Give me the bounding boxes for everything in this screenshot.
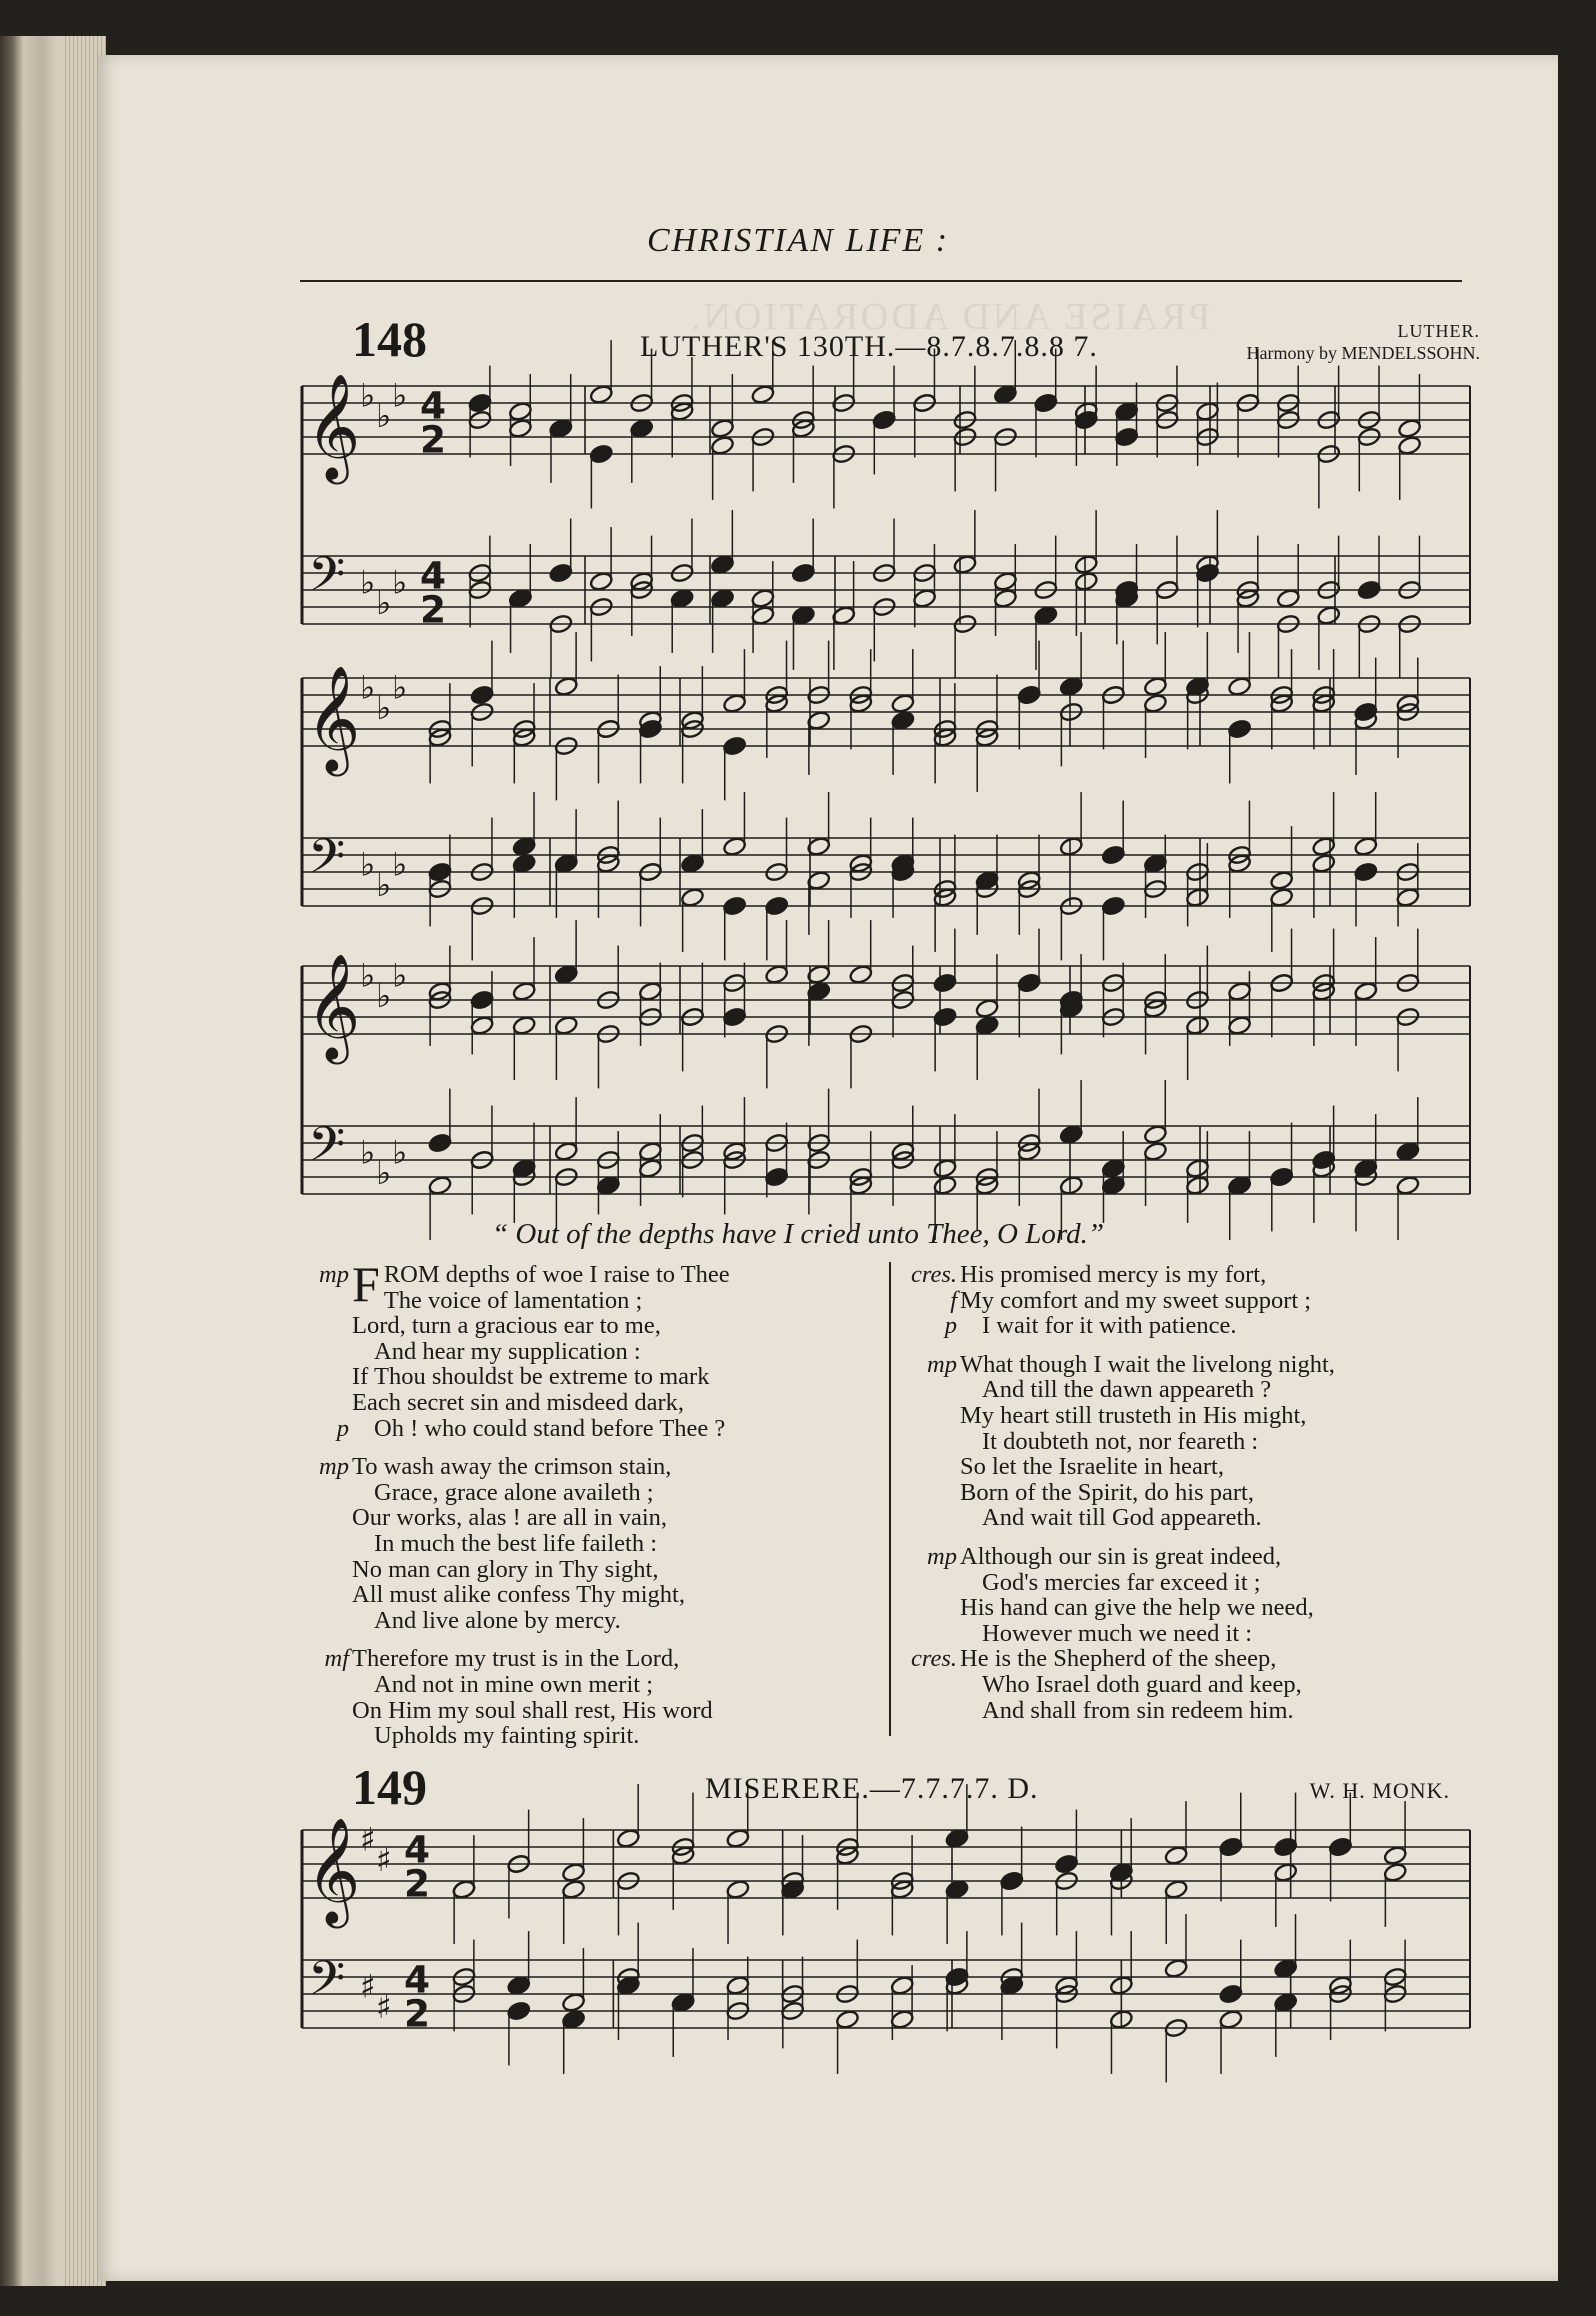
stanza-line-text: Grace, grace alone availeth ; bbox=[374, 1478, 654, 1506]
note-head bbox=[1316, 605, 1341, 626]
note-head bbox=[1218, 1836, 1243, 1857]
note-head bbox=[1357, 579, 1382, 600]
stanza-line-text: Upholds my fainting spirit. bbox=[374, 1722, 640, 1750]
stanza-line bbox=[352, 1313, 730, 1339]
stanza-line-text: God's mercies far exceed it ; bbox=[982, 1568, 1261, 1596]
note-head bbox=[764, 895, 789, 916]
note-head bbox=[1143, 1141, 1168, 1162]
stanza-line bbox=[960, 1377, 1335, 1403]
note-head bbox=[554, 964, 579, 985]
note-head bbox=[554, 1141, 579, 1162]
key-signature-icon: ♭ bbox=[392, 956, 408, 995]
hymn-148-composer-name: LUTHER. bbox=[1397, 321, 1480, 341]
stanza-line bbox=[960, 1429, 1335, 1455]
stanza-line bbox=[352, 1723, 730, 1749]
note-head bbox=[835, 2009, 860, 2030]
note-head bbox=[975, 998, 1000, 1019]
note-head bbox=[506, 1975, 531, 1996]
note-head bbox=[722, 1006, 747, 1027]
note-head bbox=[548, 562, 573, 583]
treble-clef-icon: 𝄞 bbox=[306, 372, 361, 480]
stanza-line bbox=[324, 1645, 730, 1673]
stanza-line-text: It doubteth not, nor feareth : bbox=[982, 1427, 1259, 1455]
stanza-line bbox=[352, 1339, 730, 1365]
stanza-line bbox=[960, 1403, 1335, 1429]
drop-cap: F bbox=[352, 1256, 380, 1312]
stanza-line-text: And shall from sin redeem him. bbox=[982, 1696, 1294, 1724]
note-head bbox=[1218, 2009, 1243, 2030]
note-head bbox=[725, 1975, 750, 1996]
stanza-line-text: To wash away the crimson stain, bbox=[352, 1453, 672, 1481]
note-head bbox=[1218, 1983, 1243, 2004]
key-signature-icon: ♭ bbox=[392, 1133, 408, 1172]
note-head bbox=[452, 1879, 477, 1900]
hymn-149-tune-title: MISERERE.—7.7.7.7. D. bbox=[705, 1772, 1039, 1805]
stanza-line-text: Therefore my trust is in the Lord, bbox=[352, 1645, 680, 1673]
note-head bbox=[791, 562, 816, 583]
stanza-line bbox=[960, 1672, 1335, 1698]
stanza-line bbox=[960, 1621, 1335, 1647]
dynamic-marking: p bbox=[336, 1414, 349, 1442]
dynamic-marking: cres. bbox=[910, 1261, 957, 1288]
note-head bbox=[1397, 435, 1422, 456]
note-head bbox=[1059, 1175, 1084, 1196]
hymn-148-number: 148 bbox=[352, 311, 427, 367]
stanza-line-text: My comfort and my sweet support ; bbox=[960, 1286, 1312, 1314]
note-head bbox=[791, 605, 816, 626]
stanza bbox=[324, 1645, 730, 1750]
note-head bbox=[1185, 887, 1210, 908]
note-head bbox=[1383, 1845, 1408, 1866]
key-signature-icon: ♭ bbox=[392, 668, 408, 707]
note-head bbox=[1383, 1862, 1408, 1883]
stanza-line-text: Lord, turn a gracious ear to me, bbox=[352, 1312, 661, 1340]
hymn-149-composer-name: W. H. MONK. bbox=[1309, 1778, 1450, 1803]
scripture-verse: “ Out of the depths have I cried unto Thee, O Lord.” bbox=[492, 1218, 1104, 1250]
column-divider bbox=[889, 1262, 891, 1736]
stanza-line-text: His hand can give the help we need, bbox=[960, 1594, 1314, 1622]
key-signature-icon: ♭ bbox=[360, 668, 376, 707]
note-head bbox=[1395, 1175, 1420, 1196]
stanza-line bbox=[319, 1453, 730, 1481]
note-head bbox=[512, 981, 537, 1002]
note-head bbox=[750, 384, 775, 405]
note-head bbox=[1185, 1015, 1210, 1036]
note-head bbox=[1227, 981, 1252, 1002]
stanza-line bbox=[352, 1672, 730, 1698]
dynamic-marking: mp bbox=[927, 1350, 957, 1378]
key-signature-icon: ♭ bbox=[360, 956, 376, 995]
note-head bbox=[1059, 676, 1084, 697]
note-head bbox=[1276, 588, 1301, 609]
hymn-149-number: 149 bbox=[352, 1759, 427, 1815]
note-head bbox=[670, 588, 695, 609]
stanza-line bbox=[352, 1531, 730, 1557]
show-through-text: PRAISE AND ADORATION. bbox=[688, 296, 1211, 338]
note-head bbox=[671, 1992, 696, 2013]
stanza-line bbox=[910, 1261, 1335, 1288]
dynamic-marking: mp bbox=[319, 1453, 349, 1481]
dynamic-marking: p bbox=[944, 1312, 957, 1340]
time-signature-icon: 2 bbox=[420, 587, 447, 632]
treble-clef-icon: 𝄞 bbox=[306, 664, 361, 772]
stanza-line-text: If Thou shouldst be extreme to mark bbox=[352, 1363, 710, 1391]
note-head bbox=[1273, 1992, 1298, 2013]
stanza-line bbox=[960, 1595, 1335, 1621]
time-signature-icon: 2 bbox=[420, 417, 447, 462]
stanza-line-text: He is the Shepherd of the sheep, bbox=[960, 1645, 1277, 1673]
stanza-line-text: And hear my supplication : bbox=[374, 1337, 641, 1365]
stanza-line-text: What though I wait the livelong night, bbox=[960, 1350, 1335, 1378]
stanza-line-text: No man can glory in Thy sight, bbox=[352, 1555, 659, 1583]
dynamic-marking: f bbox=[950, 1286, 957, 1314]
note-head bbox=[638, 1158, 663, 1179]
note-head bbox=[1114, 401, 1139, 422]
key-signature-icon: ♯ bbox=[360, 1820, 376, 1859]
key-signature-icon: ♭ bbox=[360, 845, 376, 884]
stanzas-left-column bbox=[319, 1256, 730, 1762]
key-signature-icon: ♯ bbox=[376, 1987, 392, 2026]
stanza-line bbox=[960, 1698, 1335, 1724]
key-signature-icon: ♭ bbox=[392, 376, 408, 415]
key-signature-icon: ♭ bbox=[360, 563, 376, 602]
stanza-line-text: However much we need it : bbox=[982, 1619, 1253, 1647]
note-head bbox=[1185, 1158, 1210, 1179]
note-head bbox=[508, 588, 533, 609]
stanza-line bbox=[352, 1608, 730, 1634]
stanza-line bbox=[910, 1645, 1335, 1673]
note-head bbox=[1195, 401, 1220, 422]
note-head bbox=[975, 1015, 1000, 1036]
time-signature-icon: 4 bbox=[420, 553, 447, 598]
stanza-line bbox=[950, 1286, 1335, 1314]
note-head bbox=[1273, 1836, 1298, 1857]
note-head bbox=[722, 895, 747, 916]
note-head bbox=[1074, 554, 1099, 575]
hymn-149-composer bbox=[1180, 1780, 1450, 1802]
note-head bbox=[1033, 605, 1058, 626]
bass-clef-icon: 𝄢 bbox=[308, 1116, 346, 1185]
note-head bbox=[638, 1141, 663, 1162]
note-head bbox=[428, 861, 453, 882]
note-head bbox=[1273, 1958, 1298, 1979]
stanza-line-text: And not in mine own merit ; bbox=[374, 1670, 653, 1698]
note-head bbox=[710, 588, 735, 609]
note-head bbox=[710, 418, 735, 439]
hymn-148-tune-title: LUTHER'S 130TH.—8.7.8.7.8.8 7. bbox=[640, 330, 1098, 363]
note-head bbox=[993, 588, 1018, 609]
note-head bbox=[1353, 981, 1378, 1002]
note-head bbox=[1353, 861, 1378, 882]
note-head bbox=[554, 1015, 579, 1036]
note-head bbox=[589, 443, 614, 464]
bass-clef-icon: 𝄢 bbox=[308, 1950, 346, 2019]
note-head bbox=[1059, 836, 1084, 857]
dynamic-marking: mp bbox=[319, 1261, 349, 1288]
note-head bbox=[470, 684, 495, 705]
note-head bbox=[554, 676, 579, 697]
note-head bbox=[680, 853, 705, 874]
note-head bbox=[470, 989, 495, 1010]
stanza-line-text: In much the best life faileth : bbox=[374, 1529, 658, 1557]
note-head bbox=[999, 1870, 1024, 1891]
key-signature-icon: ♭ bbox=[376, 688, 392, 727]
key-signature-icon: ♭ bbox=[376, 1153, 392, 1192]
stanza-line-text: So let the Israelite in heart, bbox=[960, 1453, 1224, 1481]
note-head bbox=[512, 1015, 537, 1036]
note-head bbox=[890, 693, 915, 714]
note-head bbox=[1074, 571, 1099, 592]
note-head bbox=[508, 418, 533, 439]
note-head bbox=[1269, 870, 1294, 891]
stanza-line-text: Who Israel doth guard and keep, bbox=[982, 1670, 1302, 1698]
note-head bbox=[428, 1132, 453, 1153]
stanza-line bbox=[352, 1698, 730, 1724]
note-head bbox=[1143, 853, 1168, 874]
stanza-line bbox=[352, 1480, 730, 1506]
bass-clef-icon: 𝄢 bbox=[308, 828, 346, 897]
note-head bbox=[1143, 1124, 1168, 1145]
note-head bbox=[750, 588, 775, 609]
note-head bbox=[506, 2000, 531, 2021]
key-signature-icon: ♯ bbox=[360, 1967, 376, 2006]
note-head bbox=[1273, 1862, 1298, 1883]
note-head bbox=[470, 1015, 495, 1036]
key-signature-icon: ♭ bbox=[392, 563, 408, 602]
time-signature-icon: 4 bbox=[420, 383, 447, 428]
stanza-line bbox=[352, 1364, 730, 1390]
note-head bbox=[722, 836, 747, 857]
note-head bbox=[1164, 1879, 1189, 1900]
note-head bbox=[1227, 676, 1252, 697]
stanza bbox=[927, 1350, 1335, 1532]
stanza-line bbox=[944, 1312, 1335, 1340]
note-head bbox=[764, 964, 789, 985]
key-signature-icon: ♭ bbox=[360, 1133, 376, 1172]
note-head bbox=[1143, 676, 1168, 697]
key-signature-icon: ♭ bbox=[376, 583, 392, 622]
stanza-line-text: And till the dawn appeareth ? bbox=[982, 1376, 1272, 1404]
stanza-line bbox=[352, 1288, 730, 1314]
note-head bbox=[1269, 1166, 1294, 1187]
stanza-line bbox=[352, 1390, 730, 1416]
note-head bbox=[993, 384, 1018, 405]
stanza-line bbox=[336, 1414, 730, 1442]
stanza-line-text: Each secret sin and misdeed dark, bbox=[352, 1388, 684, 1416]
stanza-line-text: And live alone by mercy. bbox=[374, 1606, 621, 1634]
stanza bbox=[910, 1542, 1335, 1724]
stanza-line bbox=[960, 1570, 1335, 1596]
stanza-line bbox=[960, 1505, 1335, 1531]
note-head bbox=[933, 972, 958, 993]
note-head bbox=[561, 1992, 586, 2013]
stanza-line-text: My heart still trusteth in His might, bbox=[960, 1401, 1307, 1429]
dynamic-marking: mf bbox=[324, 1645, 349, 1673]
stanza bbox=[910, 1261, 1335, 1340]
note-head bbox=[953, 554, 978, 575]
key-signature-icon: ♭ bbox=[392, 845, 408, 884]
stanza-line-text: Although our sin is great indeed, bbox=[960, 1542, 1282, 1570]
note-head bbox=[890, 1975, 915, 1996]
note-head bbox=[1101, 1158, 1126, 1179]
note-head bbox=[764, 1166, 789, 1187]
stanza-line bbox=[352, 1557, 730, 1583]
note-head bbox=[1054, 1853, 1079, 1874]
stanza-line-text: Oh ! who could stand before Thee ? bbox=[374, 1414, 726, 1442]
note-head bbox=[710, 554, 735, 575]
note-head bbox=[1227, 718, 1252, 739]
stanza-line-text: The voice of lamentation ; bbox=[383, 1286, 643, 1314]
note-head bbox=[1164, 1958, 1189, 1979]
note-head bbox=[1227, 1015, 1252, 1036]
note-head bbox=[710, 435, 735, 456]
note-head bbox=[512, 836, 537, 857]
dynamic-marking: cres. bbox=[910, 1645, 957, 1673]
note-head bbox=[1033, 392, 1058, 413]
stanza-line-text: His promised mercy is my fort, bbox=[960, 1261, 1267, 1288]
stanza bbox=[319, 1453, 730, 1634]
stanza-line-text: I wait for it with patience. bbox=[982, 1312, 1237, 1340]
stanza-line bbox=[960, 1454, 1335, 1480]
note-head bbox=[468, 392, 493, 413]
note-head bbox=[508, 401, 533, 422]
note-head bbox=[1395, 887, 1420, 908]
stanza-line-text: On Him my soul shall rest, His word bbox=[352, 1696, 713, 1724]
stanza-line-text: Our works, alas ! are all in vain, bbox=[352, 1504, 667, 1532]
note-head bbox=[1397, 418, 1422, 439]
note-head bbox=[993, 571, 1018, 592]
note-head bbox=[1395, 1141, 1420, 1162]
note-head bbox=[1017, 684, 1042, 705]
note-head bbox=[750, 605, 775, 626]
note-head bbox=[561, 1879, 586, 1900]
note-head bbox=[933, 1158, 958, 1179]
drop-cap-rest: ROM depths of woe I raise to Thee bbox=[383, 1261, 730, 1288]
note-head bbox=[1311, 836, 1336, 857]
stanza-line bbox=[352, 1505, 730, 1531]
note-head bbox=[428, 1175, 453, 1196]
note-head bbox=[1269, 887, 1294, 908]
note-head bbox=[1143, 693, 1168, 714]
note-head bbox=[945, 1879, 970, 1900]
note-head bbox=[1017, 972, 1042, 993]
time-signature-icon: 4 bbox=[404, 1957, 431, 2002]
stanza-line-text: All must alike confess Thy might, bbox=[352, 1581, 685, 1609]
hymn-148-harmony: Harmony by MENDELSSOHN. bbox=[1246, 343, 1480, 363]
treble-clef-icon: 𝄞 bbox=[306, 1816, 361, 1924]
note-head bbox=[725, 1879, 750, 1900]
note-head bbox=[1164, 1845, 1189, 1866]
dynamic-marking: mp bbox=[927, 1542, 957, 1570]
note-head bbox=[1114, 426, 1139, 447]
key-signature-icon: ♭ bbox=[376, 976, 392, 1015]
note-head bbox=[1311, 853, 1336, 874]
note-head bbox=[1328, 1836, 1353, 1857]
note-head bbox=[933, 1175, 958, 1196]
time-signature-icon: 2 bbox=[404, 1991, 431, 2036]
stanza-line-text: Born of the Spirit, do his part, bbox=[960, 1478, 1254, 1506]
note-head bbox=[1353, 836, 1378, 857]
stanza-line bbox=[352, 1582, 730, 1608]
note-head bbox=[890, 710, 915, 731]
note-head bbox=[945, 1828, 970, 1849]
note-head bbox=[638, 981, 663, 1002]
note-head bbox=[561, 2009, 586, 2030]
note-head bbox=[1059, 1124, 1084, 1145]
note-head bbox=[722, 693, 747, 714]
key-signature-icon: ♭ bbox=[360, 376, 376, 415]
note-head bbox=[629, 418, 654, 439]
note-head bbox=[596, 1175, 621, 1196]
note-head bbox=[912, 588, 937, 609]
note-head bbox=[1185, 1175, 1210, 1196]
running-head: CHRISTIAN LIFE : bbox=[646, 222, 950, 259]
note-head bbox=[680, 887, 705, 908]
note-head bbox=[589, 571, 614, 592]
key-signature-icon: ♭ bbox=[376, 396, 392, 435]
key-signature-icon: ♯ bbox=[376, 1840, 392, 1879]
note-head bbox=[616, 1828, 641, 1849]
stanza-line bbox=[960, 1480, 1335, 1506]
stanza bbox=[319, 1256, 730, 1442]
note-head bbox=[561, 1862, 586, 1883]
stanzas-right-column bbox=[910, 1261, 1335, 1736]
key-signature-icon: ♭ bbox=[376, 865, 392, 904]
treble-clef-icon: 𝄞 bbox=[306, 952, 361, 1060]
note-head bbox=[589, 384, 614, 405]
note-head bbox=[512, 853, 537, 874]
note-head bbox=[1101, 895, 1126, 916]
note-head bbox=[725, 1828, 750, 1849]
note-head bbox=[890, 2009, 915, 2030]
time-signature-icon: 2 bbox=[404, 1861, 431, 1906]
stanza-line bbox=[927, 1542, 1335, 1570]
note-head bbox=[1101, 844, 1126, 865]
note-head bbox=[933, 1006, 958, 1027]
note-head bbox=[848, 964, 873, 985]
bass-clef-icon: 𝄢 bbox=[308, 546, 346, 615]
note-head bbox=[722, 735, 747, 756]
stanza-line bbox=[927, 1350, 1335, 1378]
time-signature-icon: 4 bbox=[404, 1827, 431, 1872]
stanza-line-text: And wait till God appeareth. bbox=[982, 1504, 1262, 1532]
note-head bbox=[1101, 1175, 1126, 1196]
